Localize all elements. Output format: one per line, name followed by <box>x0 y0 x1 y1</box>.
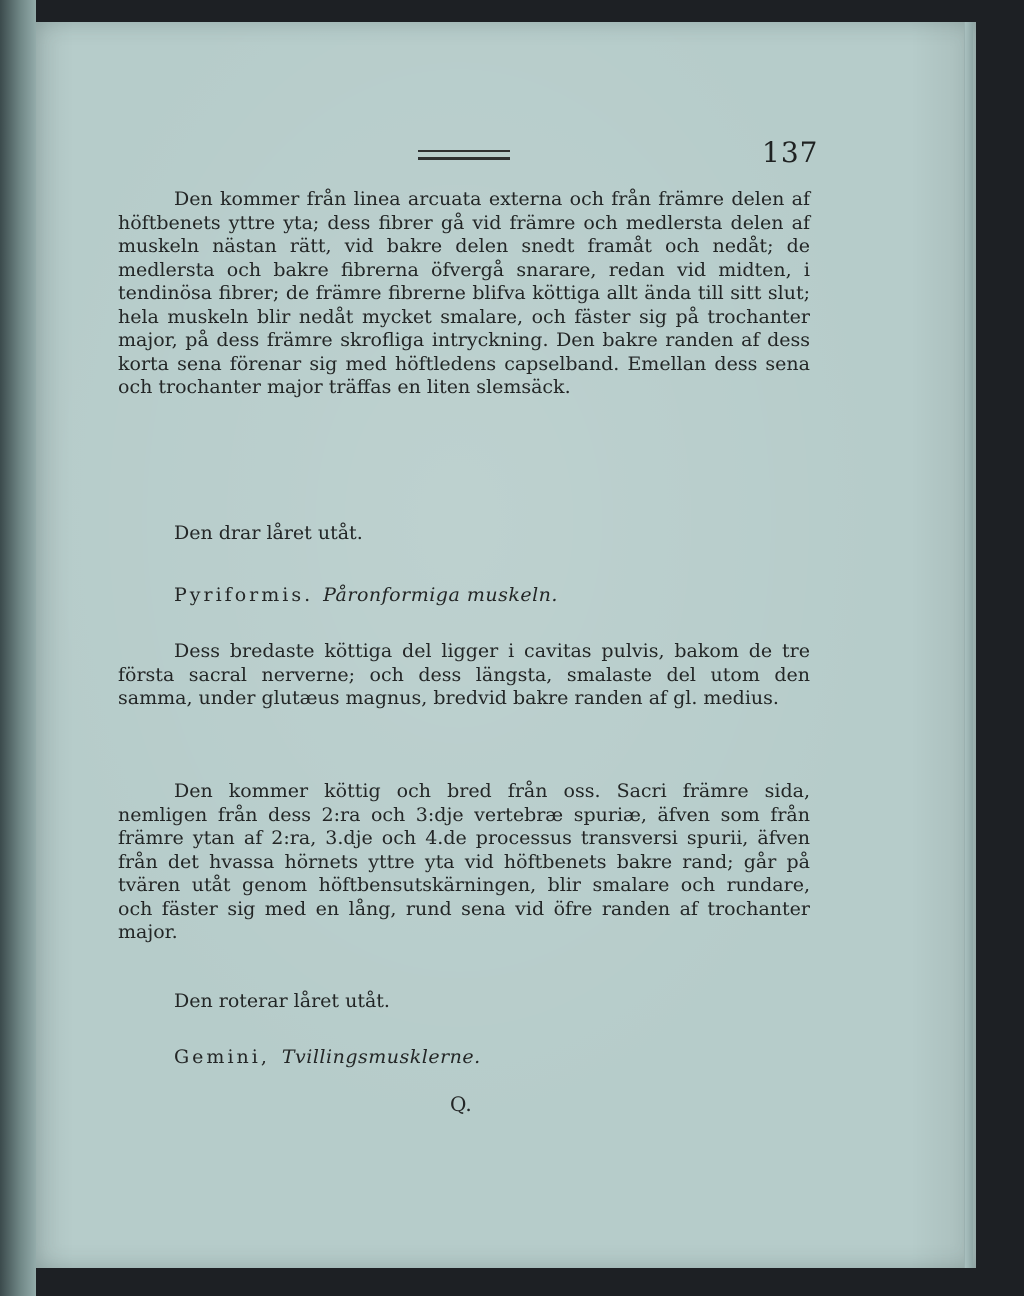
paragraph-attachment: Den kommer köttig och bred från oss. Sacri främre sida, nemligen från dess 2:ra och 3:dje vertebræ spuriæ, äfven som från främre ytan af 2:ra, 3.dje och 4.de processus transversi spurii, äfven från det hvassa hörnets yttre yta vid höftbenets bakre rand; går på tvären utåt genom höftbensutskärningen, blir smalare och rundare, och fäster sig med en lång, rund sena vid öfre randen af trochanter major. <box>118 780 810 943</box>
book-gutter <box>0 0 36 1296</box>
section-heading-gemini <box>174 1046 481 1068</box>
heading-swedish-name: Påronformiga muskeln. <box>323 584 558 606</box>
signature-mark: Q. <box>450 1092 472 1116</box>
heading-latin-name: Pyriformis. <box>174 584 314 606</box>
header-rule <box>418 150 510 160</box>
paragraph-origin: Den kommer från linea arcuata externa och från främre delen af höftbenets yttre yta; dess fibrer gå vid främre och medlersta delen af muskeln nästan rätt, vid bakre delen snedt framåt och nedåt; de medlersta och bakre fibrerna öfvergå snarare, redan vid midten, i tendinösa fibrer; de främre fibrerne blifva köttiga allt ända till sitt slut; hela muskeln blir nedåt mycket smalare, och fäster sig på trochanter major, på dess främre skrofliga intryckning. Den bakre randen af dess korta sena förenar sig med höftledens capselband. Emellan dess sena och trochanter major träffas en liten slemsäck. <box>118 188 810 398</box>
page-number: 137 <box>762 136 819 169</box>
paragraph-action: Den drar låret utåt. <box>174 522 363 544</box>
heading-swedish-name: Tvillingsmusklerne. <box>281 1046 481 1068</box>
section-heading-pyriformis <box>174 584 558 606</box>
paragraph-rotation: Den roterar låret utåt. <box>174 990 390 1012</box>
heading-latin-name: Gemini, <box>174 1046 270 1068</box>
paragraph-position: Dess bredaste köttiga del ligger i cavitas pulvis, bakom de tre första sacral nerverne; och dess längsta, smalaste del utom den samma, under glutæus magnus, bredvid bakre randen af gl. medius. <box>118 640 810 709</box>
page-edge <box>964 22 973 1268</box>
